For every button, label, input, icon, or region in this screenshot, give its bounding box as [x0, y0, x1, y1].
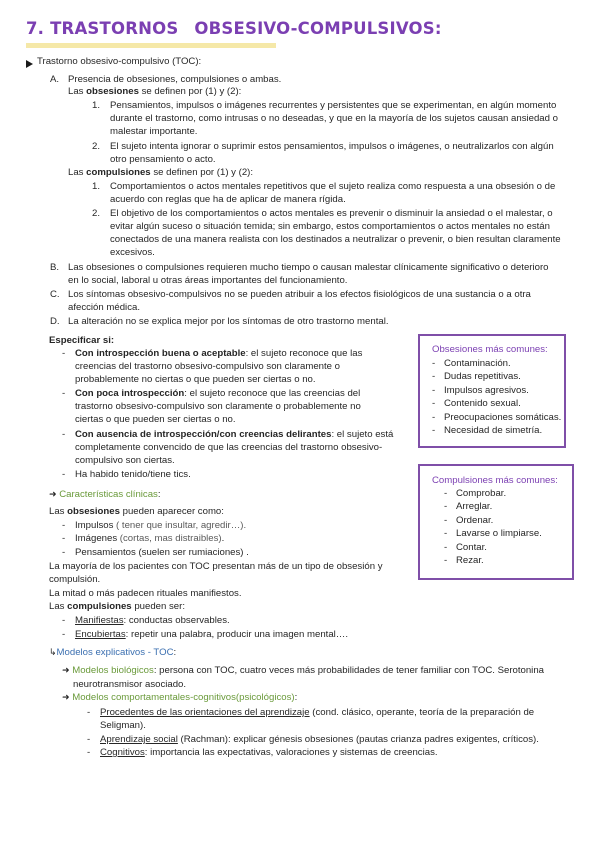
criterion-b-line-1: Las obsesiones o compulsiones requieren mucho tiempo o causan malestar clínicamente significativo o deterioro [68, 262, 549, 273]
list-item-text: Preocupaciones somáticas. [444, 411, 562, 423]
compulsions-definition [68, 166, 253, 179]
model-biological-title: Modelos biológicos [72, 665, 154, 676]
specify-item-2-line-2: trastorno obsesivo-compulsivo son claramente o probablemente no [75, 401, 361, 412]
clinical-comp-item-2-title: Encubiertas [75, 629, 126, 640]
clinical-obs-item-3: Pensamientos (suelen ser rumiaciones) . [75, 547, 249, 558]
arrow-right-icon: ➜ [49, 490, 57, 500]
comp-def-bold: compulsiones [86, 167, 151, 178]
common-obsessions-box [418, 334, 566, 448]
model-sub-3-rest: : importancia las expectativas, valoraciones y sistemas de creencias. [144, 747, 438, 758]
model-biological-line-2: neurotransmisor asociado. [73, 679, 187, 690]
obs2-line-2: otro pensamiento o acto. [110, 154, 216, 165]
criterion-d-label: D. [50, 316, 60, 327]
model-sub-2-rest: (Rachman): explicar génesis obsesiones (pautas crianza padres exigentes, críticos). [177, 734, 539, 745]
clinical-comp-item-2-rest: : repetir una palabra, producir una imagen mental…. [125, 629, 349, 640]
clinical-heading [49, 488, 161, 502]
specify-item-1-bold: Con introspección buena o aceptable [75, 348, 246, 359]
obs2-line-1: El sujeto intenta ignorar o suprimir estos pensamientos, impulsos o imágenes, o neutralizarlos con algún [110, 141, 554, 152]
model-sub-3 [100, 746, 438, 759]
clinical-obs-suffix: pueden aparecer como: [119, 506, 224, 517]
model-behavioral-title: Modelos comportamentales-cognitivos(psicológicos) [72, 692, 295, 703]
clinical-obs-prefix: Las [49, 506, 68, 517]
clinical-dash-2: - [62, 533, 66, 544]
models-heading-text: Modelos explicativos - TOC [56, 647, 174, 658]
list-item-text: Contenido sexual. [444, 398, 521, 410]
obs-def-suffix: se definen por (1) y (2): [138, 86, 242, 97]
obs1-line-1: Pensamientos, impulsos o imágenes recurrentes y persistentes que se experimentan, en algún momento [110, 100, 557, 111]
list-item: - Rezar. [444, 555, 484, 567]
clinical-comp-item-1 [75, 614, 230, 627]
specify-item-4: Ha habido tenido/tiene tics. [75, 469, 191, 480]
list-item: - Comprobar. [444, 488, 507, 499]
specify-dash-3: - [62, 429, 66, 440]
comp2-line-4: excesivos. [110, 247, 155, 258]
list-item-text: Comprobar. [456, 488, 507, 499]
comp2-line-1: El objetivo de los comportamientos o actos mentales es prevenir o disminuir la ansiedad o el malestar, o [110, 208, 553, 219]
obs1-line-2: durante el trastorno, como intrusas o no deseadas, y que en la mayoría de los sujetos causan ansiedad o [110, 113, 558, 124]
criterion-c-line-2: afección médica. [68, 302, 140, 313]
list-item-text: Contar. [456, 541, 487, 553]
clinical-obs-item-2-end: . [221, 533, 225, 544]
common-obsessions-title: Obsesiones más comunes: [432, 344, 548, 355]
specify-item-1-line-1 [75, 347, 362, 360]
specify-item-3-line-3: compulsivo son ciertas. [75, 455, 175, 466]
title-highlight [26, 43, 276, 48]
criterion-b-line-2: en lo social, laboral u otras áreas importantes del funcionamiento. [68, 275, 348, 286]
clinical-obs-item-2-main: Imágenes [75, 533, 118, 544]
list-item: - Contar. [444, 541, 487, 553]
models-heading [49, 646, 176, 660]
criterion-c-line-1: Los síntomas obsesivo-compulsivos no se pueden atribuir a los efectos fisiológicos de una sustancia o a otra [68, 289, 531, 300]
clinical-dash-3: - [62, 547, 66, 558]
specify-item-1-rest: : el sujeto reconoce que las [245, 348, 363, 359]
models-heading-colon: : [173, 647, 177, 658]
list-item: - Arreglar. [444, 501, 493, 513]
specify-dash-4: - [62, 469, 66, 480]
specify-item-2-rest: : el sujeto reconoce que las creencias del [184, 388, 361, 399]
comp2-number: 2. [92, 208, 101, 219]
model-sub-1-line-1 [100, 706, 534, 719]
specify-heading: Especificar si: [49, 335, 115, 346]
specify-item-3-rest: : el sujeto está [331, 429, 394, 440]
comp1-line-1: Comportamientos o actos mentales repetitivos que el sujeto realiza como respuesta a una obsesión o de [110, 181, 556, 192]
title-part-1: 7. TRASTORNOS [26, 19, 179, 38]
clinical-obs-item-1-paren: ( tener que insultar, agredir…). [113, 520, 247, 531]
common-obsessions-list [432, 357, 561, 437]
list-item: - Impulsos agresivos. [432, 384, 529, 396]
list-item-text: Ordenar. [456, 514, 494, 526]
clinical-comp-item-1-title: Manifiestas [75, 615, 124, 626]
specify-dash-2: - [62, 388, 66, 399]
list-item: - Lavarse o limpiarse. [444, 528, 542, 540]
specify-item-3-bold: Con ausencia de introspección/con creencias delirantes [75, 429, 332, 440]
clinical-heading-text: Características clínicas [59, 489, 158, 500]
page-title [26, 19, 442, 38]
criterion-a-text: Presencia de obsesiones, compulsiones o ambas. [68, 74, 282, 85]
model-sub-1-line-2: Seligman). [100, 720, 146, 731]
clinical-obs-item-2-paren: (cortas, mas distraibles) [117, 533, 222, 544]
clinical-comp-suffix: pueden ser: [131, 601, 185, 612]
list-item: - Necesidad de simetría. [432, 425, 543, 437]
comp2-line-2: evitar algún suceso o situación temida; sin embargo, estos comportamientos o actos mentales no están [110, 221, 550, 232]
clinical-dash-4: - [62, 615, 66, 626]
list-item-text: Necesidad de simetría. [444, 425, 543, 437]
specify-item-1-line-3: probablemente no ciertas o que pueden ser ciertas o no. [75, 374, 316, 385]
list-item: - Contenido sexual. [432, 398, 521, 410]
clinical-comp-bold: compulsiones [67, 601, 132, 612]
list-item-text: Impulsos agresivos. [444, 384, 529, 396]
clinical-heading-colon: : [157, 489, 161, 500]
clinical-dash-5: - [62, 629, 66, 640]
criterion-d-line-1: La alteración no se explica mejor por los síntomas de otro trastorno mental. [68, 316, 389, 327]
clinical-para-1-line-2: compulsión. [49, 574, 101, 585]
clinical-para-2: La mitad o más padecen rituales manifiestos. [49, 588, 242, 599]
comp1-number: 1. [92, 181, 101, 192]
return-arrow-icon: ↳ [49, 648, 57, 658]
model-behavioral-heading [62, 691, 297, 705]
bullet-triangle-icon [26, 60, 33, 68]
model-behavioral-colon: : [294, 692, 298, 703]
model-sub-1-title: Procedentes de las orientaciones del aprendizaje [100, 707, 310, 718]
criterion-c-label: C. [50, 289, 60, 300]
clinical-para-1-line-1: La mayoría de los pacientes con TOC presentan más de un tipo de obsesión y [49, 561, 383, 572]
list-item: - Ordenar. [444, 514, 494, 526]
clinical-compulsions-intro [49, 600, 185, 613]
clinical-obs-item-1-main: Impulsos [75, 520, 114, 531]
list-item: - Dudas repetitivas. [432, 371, 521, 383]
clinical-obs-bold: obsesiones [67, 506, 120, 517]
toc-heading: Trastorno obsesivo-compulsivo (TOC): [37, 56, 202, 67]
common-compulsions-title: Compulsiones más comunes: [432, 475, 558, 486]
clinical-obs-item-2 [75, 532, 224, 545]
model-biological-rest: : persona con TOC, cuatro veces más probabilidades de tener familiar con TOC. Serotonina [153, 665, 544, 676]
specify-item-3-line-2: completamente convencido de que las creencias del trastorno obsesivo- [75, 442, 383, 453]
clinical-comp-prefix: Las [49, 601, 68, 612]
obs-def-bold: obsesiones [86, 86, 139, 97]
list-item-text: Contaminación. [444, 358, 511, 369]
list-item-text: Rezar. [456, 555, 484, 567]
list-item-text: Lavarse o limpiarse. [456, 528, 542, 540]
comp-def-suffix: se definen por (1) y (2): [150, 167, 254, 178]
criterion-a-label: A. [50, 74, 60, 85]
clinical-comp-item-1-rest: : conductas observables. [123, 615, 230, 626]
model-dash-3: - [87, 747, 91, 758]
clinical-comp-item-2 [75, 628, 348, 641]
title-part-2: OBSESIVO-COMPULSIVOS: [194, 19, 442, 38]
common-compulsions-list [444, 487, 542, 567]
obs-def-prefix: Las [68, 86, 87, 97]
model-sub-3-title: Cognitivos [100, 747, 145, 758]
arrow-right-icon: ➜ [62, 666, 70, 676]
clinical-obs-item-1 [75, 519, 246, 532]
common-compulsions-box [418, 464, 574, 580]
list-item: - Preocupaciones somáticas. [432, 411, 562, 423]
obsessions-definition [68, 85, 241, 98]
specify-item-2-bold: Con poca introspección [75, 388, 185, 399]
list-item-text: Arreglar. [456, 501, 493, 513]
list-item: - Contaminación. [432, 358, 511, 369]
model-sub-2 [100, 733, 539, 746]
specify-item-1-line-2: creencias del trastorno obsesivo-compulsivo son claramente o [75, 361, 341, 372]
specify-item-2-line-3: ciertas o que pueden ser ciertas o no. [75, 414, 236, 425]
specify-dash-1: - [62, 348, 66, 359]
model-dash-1: - [87, 707, 91, 718]
comp-def-prefix: Las [68, 167, 87, 178]
criterion-b-label: B. [50, 262, 60, 273]
model-sub-1-rest: (cond. clásico, operante, teoría de la preparación de [309, 707, 535, 718]
obs1-line-3: malestar importante. [110, 126, 198, 137]
comp1-line-2: acuerdo con reglas que ha de aplicar de manera rígida. [110, 194, 346, 205]
specify-item-2-line-1 [75, 387, 360, 400]
specify-item-3-line-1 [75, 428, 393, 441]
model-biological-line-1 [62, 664, 544, 678]
clinical-dash-1: - [62, 520, 66, 531]
arrow-right-icon: ➜ [62, 693, 70, 703]
obs1-number: 1. [92, 100, 101, 111]
model-sub-2-title: Aprendizaje social [100, 734, 178, 745]
comp2-line-3: conectados de una manera realista con los destinados a neutralizar o prevenir, o bien resultan claramente [110, 234, 561, 245]
model-dash-2: - [87, 734, 91, 745]
list-item-text: Dudas repetitivas. [444, 371, 521, 383]
clinical-obsessions-intro [49, 505, 224, 518]
obs2-number: 2. [92, 141, 101, 152]
